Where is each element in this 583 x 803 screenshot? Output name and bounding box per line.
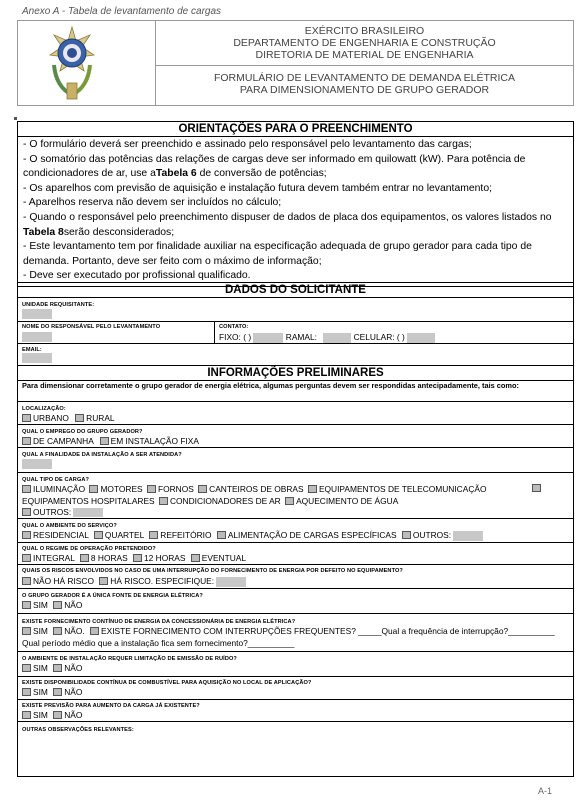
norisk-label: NÃO HÁ RISCO: [33, 576, 94, 586]
fornos-checkbox[interactable]: [147, 485, 156, 493]
eventual-label: EVENTUAL: [201, 553, 246, 563]
observations-label: OUTRAS OBSERVAÇÕES RELEVANTES:: [22, 727, 134, 733]
continuous-row: [18, 613, 573, 651]
responsible-label: NOME DO RESPONSÁVEL PELO LEVANTAMENTO: [22, 324, 161, 330]
increase-label: EXISTE PREVISÃO PARA AUMENTO DA CARGA JÁ EXISTENTE?: [22, 703, 200, 709]
orientations-title: ORIENTAÇÕES PARA O PREENCHIMENTO: [18, 122, 573, 137]
rural-label: RURAL: [86, 413, 115, 423]
continuous-sim-checkbox[interactable]: [22, 627, 31, 635]
refeitorio-checkbox[interactable]: [149, 531, 158, 539]
integral-checkbox[interactable]: [22, 554, 31, 562]
column-divider: [214, 322, 215, 344]
noise-row: [18, 651, 573, 676]
telecom-label: EQUIPAMENTOS DE TELECOMUNICAÇÃO: [318, 484, 487, 494]
norisk-checkbox[interactable]: [22, 577, 31, 585]
corner-mark: [14, 117, 17, 120]
purpose-label: QUAL A FINALIDADE DA INSTALAÇÃO A SER ATENDIDA?: [22, 452, 182, 458]
use-row: [18, 424, 573, 447]
load-options-line1: [22, 484, 570, 494]
ramal-label: RAMAL:: [285, 332, 317, 342]
fuel-row: [18, 676, 573, 699]
celular-input[interactable]: [407, 333, 435, 343]
sim-label: SIM: [33, 663, 48, 673]
canteiros-checkbox[interactable]: [198, 485, 207, 493]
location-row: [18, 401, 573, 424]
sim-label: SIM: [33, 710, 48, 720]
orientations-section: [17, 121, 574, 287]
12h-checkbox[interactable]: [133, 554, 142, 562]
8h-checkbox[interactable]: [80, 554, 89, 562]
outros-env-checkbox[interactable]: [402, 531, 411, 539]
nao-label: NÃO: [64, 710, 83, 720]
telecom-checkbox[interactable]: [308, 485, 317, 493]
increase-nao-checkbox[interactable]: [53, 711, 62, 719]
risk-label: QUAIS OS RISCOS ENVOLVIDOS NO CASO DE UMA INTERRUPÇÃO DO FORNECIMENTO DE ENERGIA POR DEFEITO NO EQUIPAMENTO?: [22, 568, 403, 574]
campanha-checkbox[interactable]: [22, 437, 31, 445]
celular-label: CELULAR: ( ): [353, 332, 405, 342]
alimentacao-checkbox[interactable]: [217, 531, 226, 539]
form-title-line-2: PARA DIMENSIONAMENTO DE GRUPO GERADOR: [239, 84, 490, 96]
8h-label: 8 HORAS: [90, 553, 128, 563]
org-line-2: DEPARTAMENTO DE ENGENHARIA E CONSTRUÇÃO: [233, 37, 496, 49]
fuel-nao-checkbox[interactable]: [53, 688, 62, 696]
email-label: EMAIL:: [22, 347, 42, 353]
contact-fields: [219, 332, 435, 343]
interrupt-checkbox[interactable]: [90, 627, 99, 635]
purpose-input[interactable]: [22, 459, 52, 469]
risk-options: [22, 576, 246, 587]
noise-sim-checkbox[interactable]: [22, 664, 31, 672]
only-source-sim-checkbox[interactable]: [22, 601, 31, 609]
noise-label: O AMBIENTE DE INSTALAÇÃO REQUER LIMITAÇÃO DE EMISSÃO DE RUÍDO?: [22, 656, 237, 662]
fixa-checkbox[interactable]: [100, 437, 109, 445]
responsible-row: [18, 321, 573, 343]
fuel-options: [22, 687, 82, 697]
sim-label: SIM: [33, 687, 48, 697]
environment-label: QUAL O AMBIENTE DO SERVIÇO?: [22, 523, 117, 529]
use-options: [22, 436, 199, 446]
urbano-label: URBANO: [33, 413, 69, 423]
refeitorio-label: REFEITÓRIO: [160, 530, 212, 540]
page-number: A-1: [538, 786, 553, 796]
nao-label: NÃO: [64, 600, 83, 610]
fuel-sim-checkbox[interactable]: [22, 688, 31, 696]
aquecimento-checkbox[interactable]: [285, 497, 294, 505]
orientation-item: [23, 153, 569, 182]
risk-specify-label: HÁ RISCO. ESPECIFIQUE:: [110, 576, 215, 586]
continuous-label: EXISTE FORNECIMENTO CONTÍNUO DE ENERGIA DA CONCESSIONÁRIA DE ENERGIA ELÉTRICA?: [22, 619, 296, 625]
increase-sim-checkbox[interactable]: [22, 711, 31, 719]
regime-options: [22, 553, 246, 563]
email-row: [18, 343, 573, 365]
quartel-label: QUARTEL: [104, 530, 144, 540]
only-source-options: [22, 600, 82, 610]
integral-label: INTEGRAL: [33, 553, 75, 563]
prelim-intro: Para dimensionar corretamente o grupo gerador de energia elétrica, algumas perguntas devem ser respondidas antecipadamente, tais como:: [22, 381, 519, 390]
load-options-line2: [22, 496, 398, 506]
outros-env-label: OUTROS:: [412, 530, 452, 540]
condicionadores-label: CONDICIONADORES DE AR: [169, 496, 281, 506]
noise-nao-checkbox[interactable]: [53, 664, 62, 672]
fuel-label: EXISTE DISPONIBILIDADE CONTÍNUA DE COMBUSTÍVEL PARA AQUISIÇÃO NO LOCAL DE APLICAÇÃO?: [22, 680, 312, 686]
hospitalares-label: EQUIPAMENTOS HOSPITALARES: [22, 496, 155, 506]
regime-label: QUAL O REGIME DE OPERAÇÃO PRETENDIDO?: [22, 546, 156, 552]
load-row: [18, 472, 573, 518]
risk-input[interactable]: [216, 577, 246, 587]
observations-row[interactable]: [18, 721, 573, 777]
load-label: QUAL TIPO DE CARGA?: [22, 477, 90, 483]
nao-label: NÃO.: [64, 626, 85, 636]
unit-label: UNIDADE REQUISITANTE:: [22, 302, 95, 308]
use-label: QUAL O EMPREGO DO GRUPO GERADOR?: [22, 429, 143, 435]
ramal-input[interactable]: [323, 333, 351, 343]
interrupt-label: EXISTE FORNECIMENTO COM INTERRUPÇÕES FREQUENTES? _____Qual a frequência de interrupção?__________: [101, 626, 555, 636]
orientation-item: - O formulário deverá ser preenchido e assinado pelo responsável pelo levantamento das cargas;: [23, 139, 472, 150]
org-line-3: DIRETORIA DE MATERIAL DE ENGENHARIA: [255, 49, 474, 61]
continuous-nao-checkbox[interactable]: [53, 627, 62, 635]
period-question: Qual período médio que a instalação fica sem fornecimento?__________: [22, 638, 295, 648]
table-reference: Tabela 6: [155, 168, 197, 180]
sim-label: SIM: [33, 626, 48, 636]
urbano-checkbox[interactable]: [22, 414, 31, 422]
orientation-item: - Deve ser executado por profissional qualificado.: [23, 270, 251, 282]
iluminacao-checkbox[interactable]: [22, 485, 31, 493]
rural-checkbox[interactable]: [75, 414, 84, 422]
fixo-label: FIXO: ( ): [219, 332, 252, 342]
orientation-text: serão desconsiderados;: [63, 226, 175, 238]
orientation-text: - Quando o responsável pelo preenchimento dispuser de dados de placa dos equipamentos, os valores listados no: [23, 211, 552, 223]
unit-row: [18, 297, 573, 321]
orientation-item: - Este levantamento tem por finalidade auxiliar na especificação adequada de grupo gerador para cada tipo de demanda. Portanto, deve ser feito com o máximo de informação;: [23, 241, 532, 267]
form-title-block: [156, 66, 573, 105]
fixa-label: EM INSTALAÇÃO FIXA: [110, 436, 199, 446]
unit-input[interactable]: [22, 309, 52, 319]
orientation-item: - Aparelhos reserva não devem ser incluídos no cálculo;: [23, 197, 282, 209]
orientations-body: [18, 137, 573, 286]
orientation-text: - O somatório das potências das relações de cargas deve ser informado em quilowatt (kW). Para potência de condicionadores de ar, use a: [23, 153, 526, 180]
outros-load-checkbox[interactable]: [22, 508, 31, 516]
quartel-checkbox[interactable]: [94, 531, 103, 539]
canteiros-label: CANTEIROS DE OBRAS: [209, 484, 304, 494]
continuous-options: [22, 626, 555, 636]
increase-row: [18, 699, 573, 721]
location-label: LOCALIZAÇÃO:: [22, 406, 66, 412]
condicionadores-checkbox[interactable]: [159, 497, 168, 505]
nao-label: NÃO: [64, 687, 83, 697]
only-source-label: O GRUPO GERADOR É A ÚNICA FONTE DE ENERGIA ELÉTRICA?: [22, 593, 203, 599]
army-emblem-icon: [18, 21, 156, 105]
outros-load-label: OUTROS:: [33, 507, 72, 517]
only-source-row: [18, 588, 573, 613]
motores-checkbox[interactable]: [89, 485, 98, 493]
responsible-input[interactable]: [22, 332, 52, 342]
fornos-label: FORNOS: [157, 484, 194, 494]
aquecimento-label: AQUECIMENTO DE ÁGUA: [296, 496, 399, 506]
organization-block: [156, 21, 573, 66]
risk-row: [18, 564, 573, 588]
form-title-line-1: FORMULÁRIO DE LEVANTAMENTO DE DEMANDA ELÉTRICA: [213, 72, 516, 84]
noise-options: [22, 663, 82, 673]
extra-checkbox[interactable]: [532, 484, 541, 492]
orientation-item: [23, 211, 569, 240]
eventual-checkbox[interactable]: [191, 554, 200, 562]
prelim-section-title: INFORMAÇÕES PRELIMINARES: [18, 365, 573, 381]
alimentacao-label: ALIMENTAÇÃO DE CARGAS ESPECÍFICAS: [227, 530, 397, 540]
contact-label: CONTATO:: [219, 324, 249, 330]
fixo-input[interactable]: [253, 333, 283, 343]
document-header: [17, 20, 574, 106]
environment-row: [18, 518, 573, 542]
army-emblem: [18, 21, 156, 105]
orientation-item: - Os aparelhos com previsão de aquisição e instalação futura devem também entrar no levantamento;: [23, 182, 492, 194]
orientation-text: de conversão de potências;: [196, 168, 327, 180]
increase-options: [22, 710, 82, 720]
risk-checkbox[interactable]: [99, 577, 108, 585]
load-options-line3: [22, 507, 103, 517]
annex-title: Anexo A - Tabela de levantamento de cargas: [22, 6, 222, 17]
motores-label: MOTORES: [100, 484, 143, 494]
sim-label: SIM: [33, 600, 48, 610]
table-reference: Tabela 8: [23, 226, 64, 238]
environment-options: [22, 530, 483, 541]
purpose-row: [18, 447, 573, 472]
outros-env-input[interactable]: [453, 531, 483, 541]
residencial-label: RESIDENCIAL: [33, 530, 89, 540]
regime-row: [18, 542, 573, 564]
request-form: [17, 282, 574, 777]
requester-section-title: DADOS DO SOLICITANTE: [18, 282, 573, 298]
location-options: [22, 413, 115, 423]
campanha-label: DE CAMPANHA: [33, 436, 94, 446]
residencial-checkbox[interactable]: [22, 531, 31, 539]
outros-load-input[interactable]: [73, 508, 103, 517]
email-input[interactable]: [22, 353, 52, 363]
iluminacao-label: ILUMINAÇÃO: [33, 484, 86, 494]
nao-label: NÃO: [64, 663, 83, 673]
org-line-1: EXÉRCITO BRASILEIRO: [304, 25, 425, 37]
12h-label: 12 HORAS: [144, 553, 186, 563]
only-source-nao-checkbox[interactable]: [53, 601, 62, 609]
